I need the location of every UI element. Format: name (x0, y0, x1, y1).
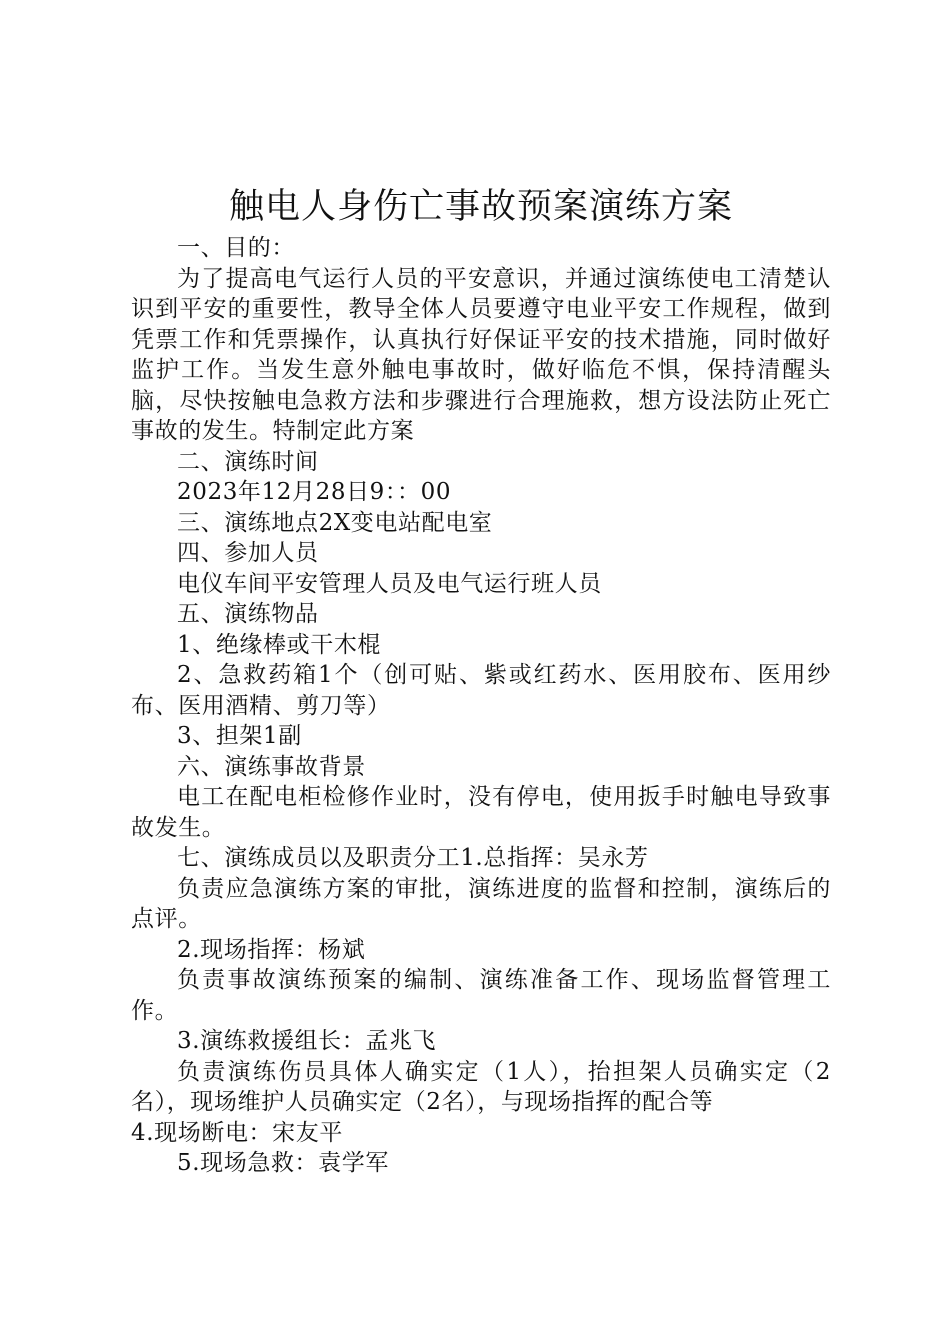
document-body (131, 233, 831, 1179)
purpose-paragraph: 为了提高电气运行人员的平安意识，并通过演练使电工清楚认识到平安的重要性，教导全体人员要遵守电业平安工作规程，做到凭票工作和凭票操作，认真执行好保证平安的技术措施，同时做好监护工作。当发生意外触电事故时，做好临危不惧，保持清醒头脑，尽快按触电急救方法和步骤进行合理施救，想方设法防止死亡事故的发生。特制定此方案 (131, 265, 831, 444)
material-item: 3、担架1副 (177, 723, 302, 749)
section-heading-purpose: 一、目的： (177, 235, 295, 261)
background-paragraph: 电工在配电柜检修作业时，没有停电，使用扳手时触电导致事故发生。 (131, 784, 831, 841)
member-duty: 负责应急演练方案的审批，演练进度的监督和控制，演练后的点评。 (131, 875, 831, 932)
section-heading-location: 三、演练地点2X变电站配电室 (177, 509, 493, 536)
drill-time: 2023年12月28日9：：00 (177, 479, 452, 505)
material-item: 1、绝缘棒或干木棍 (177, 631, 382, 658)
material-item: 2、急救药箱1个（创可贴、紫或红药水、医用胶布、医用纱布、医用酒精、剪刀等） (131, 662, 831, 719)
section-heading-participants: 四、参加人员 (177, 540, 319, 566)
participants-paragraph: 电仪车间平安管理人员及电气运行班人员 (177, 570, 602, 597)
document-title: 触电人身伤亡事故预案演练方案 (228, 187, 733, 227)
member-duty: 负责事故演练预案的编制、演练准备工作、现场监督管理工作。 (131, 967, 831, 1024)
member-role: 3.演练救援组长：孟兆飞 (177, 1028, 437, 1054)
member-role: 4.现场断电：宋友平 (131, 1119, 343, 1146)
member-role: 2.现场指挥：杨斌 (177, 936, 366, 963)
section-heading-members: 七、演练成员以及职责分工1.总指挥：吴永芳 (177, 845, 649, 871)
section-heading-materials: 五、演练物品 (177, 601, 319, 627)
member-role: 5.现场急救：袁学军 (177, 1150, 389, 1176)
section-heading-time: 二、演练时间 (177, 448, 319, 475)
section-heading-background: 六、演练事故背景 (177, 753, 366, 780)
member-duty: 负责演练伤员具体人确实定（1人），抬担架人员确实定（2名），现场维护人员确实定（2名），与现场指挥的配合等 (131, 1058, 831, 1115)
